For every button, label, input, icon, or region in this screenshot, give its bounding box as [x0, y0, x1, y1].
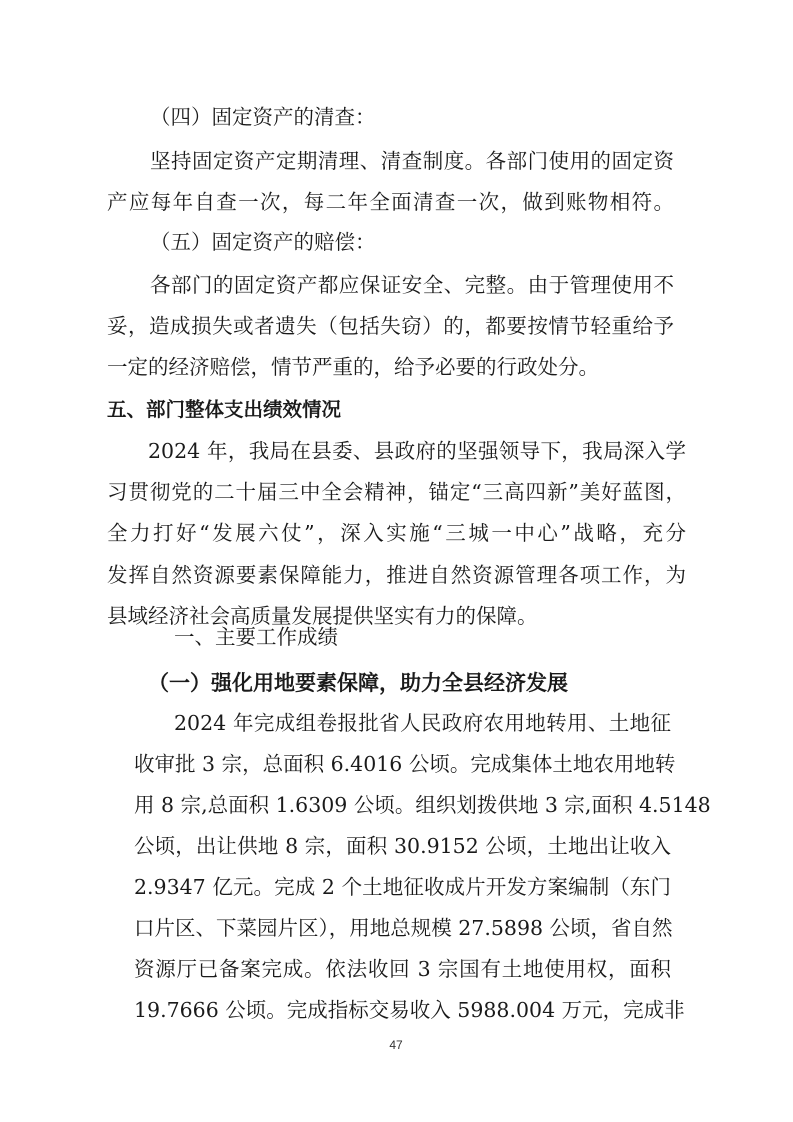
page-number: 47 — [389, 1038, 403, 1052]
paragraph-line: 全力打好“发展六仗”，深入实施“三城一中心”战略，充分 — [107, 521, 686, 545]
subheading-land-use-guarantee: （一）强化用地要素保障，助力全县经济发展 — [148, 671, 568, 695]
paragraph-line: 妥，造成损失或者遗失（包括失窃）的，都要按情节轻重给予 — [107, 314, 674, 338]
paragraph-line: 各部门的固定资产都应保证安全、完整。由于管理使用不 — [150, 273, 674, 297]
paragraph-line: 公顷，出让供地 8 宗，面积 30.9152 公顷，土地出让收入 — [134, 834, 671, 858]
paragraph-line: 产应每年自查一次，每二年全面清查一次，做到账物相符。 — [107, 190, 674, 214]
paragraph-line: 2024 年完成组卷报批省人民政府农用地转用、土地征 — [174, 711, 671, 735]
heading-main-work-achievements: 一、主要工作成绩 — [174, 625, 338, 649]
paragraph-line: 一定的经济赔偿，情节严重的，给予必要的行政处分。 — [107, 355, 599, 379]
paragraph-line: 习贯彻党的二十届三中全会精神，锚定“三高四新”美好蓝图， — [107, 480, 686, 504]
section-heading-fixed-asset-inventory: （四）固定资产的清查： — [150, 105, 376, 129]
paragraph-line: 19.7666 公顷。完成指标交易收入 5988.004 万元，完成非 — [134, 998, 685, 1022]
section-heading-fixed-asset-compensation: （五）固定资产的赔偿： — [150, 230, 376, 254]
paragraph-line: 口片区、下菜园片区），用地总规模 27.5898 公顷，省自然 — [134, 916, 673, 940]
paragraph-line: 用 8 宗,总面积 1.6309 公顷。组织划拨供地 3 宗,面积 4.5148 — [134, 793, 711, 817]
paragraph-line: 发挥自然资源要素保障能力，推进自然资源管理各项工作，为 — [107, 563, 686, 587]
paragraph-line: 坚持固定资产定期清理、清查制度。各部门使用的固定资 — [150, 149, 674, 173]
chapter-heading-overall-expenditure-performance: 五、部门整体支出绩效情况 — [107, 398, 342, 421]
paragraph-line: 2.9347 亿元。完成 2 个土地征收成片开发方案编制（东门 — [134, 875, 671, 899]
paragraph-line: 收审批 3 宗，总面积 6.4016 公顷。完成集体土地农用地转 — [134, 752, 676, 776]
paragraph-line: 资源厅已备案完成。依法收回 3 宗国有土地使用权，面积 — [134, 957, 671, 981]
paragraph-line: 2024 年，我局在县委、县政府的坚强领导下，我局深入学 — [148, 439, 686, 463]
paragraph-line: 县域经济社会高质量发展提供坚实有力的保障。 — [107, 604, 538, 628]
